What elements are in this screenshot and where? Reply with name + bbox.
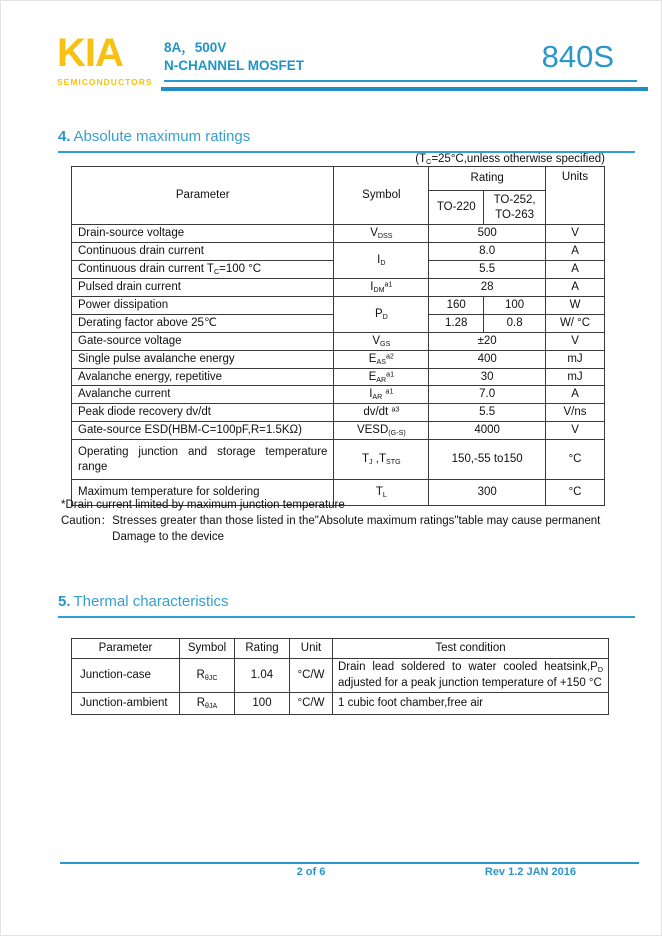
header-to252-to263: TO-252, TO-263 <box>484 191 546 225</box>
table-row <box>72 386 605 404</box>
rating-cell: 400 <box>429 350 546 368</box>
symbol-cell: $P_D$ <box>334 296 429 332</box>
header-test-condition: Test condition <box>333 639 609 659</box>
symbol-cell: $I_{DM}^{a1}$ <box>334 278 429 296</box>
symbol-cell: $V_{GS}$ <box>334 332 429 350</box>
rating-to220-cell: 160 <box>429 296 484 314</box>
caution-note <box>61 513 627 545</box>
units-cell: A <box>546 242 605 260</box>
param-cell: Avalanche current <box>72 386 334 404</box>
header-rating: Rating <box>235 639 290 659</box>
rating-cell: 30 <box>429 368 546 386</box>
table-row <box>72 332 605 350</box>
brand-logo <box>57 31 153 87</box>
table-row <box>72 225 605 243</box>
units-cell: °C <box>546 480 605 506</box>
table-row <box>72 368 605 386</box>
section-number: 4. <box>58 128 71 145</box>
param-cell: Maximum temperature for soldering <box>72 480 334 506</box>
absolute-maximum-ratings-table <box>71 166 605 506</box>
param-cell: Gate-source ESD(HBM-C=100pF,R=1.5KΩ) <box>72 422 334 440</box>
param-cell: Avalanche energy, repetitive <box>72 368 334 386</box>
header-rule-thin <box>164 80 637 82</box>
units-cell: V <box>546 332 605 350</box>
header-unit: Unit <box>290 639 333 659</box>
header-symbol: Symbol <box>334 167 429 225</box>
rating-cell: 5.5 <box>429 404 546 422</box>
param-cell: Derating factor above 25℃ <box>72 314 334 332</box>
table-row <box>72 440 605 480</box>
symbol-cell: $I_{AR}$ $^{a1}$ <box>334 386 429 404</box>
param-cell: Junction-case <box>72 659 180 693</box>
rating-cell: 28 <box>429 278 546 296</box>
section-title-absolute-maximum-ratings <box>58 128 635 153</box>
unit-cell: °C/W <box>290 693 333 715</box>
caution-text: Stresses greater than those listed in the"Absolute maximum ratings"table may cause permanent Damage to the device <box>112 515 601 543</box>
param-cell: Pulsed drain current <box>72 278 334 296</box>
symbol-cell: $T_L$ <box>334 480 429 506</box>
symbol-cell: $R_{\theta JA}$ <box>180 693 235 715</box>
param-cell: Peak diode recovery dv/dt <box>72 404 334 422</box>
thermal-characteristics-table <box>71 638 609 715</box>
thermal-characteristics-block <box>71 638 609 715</box>
brand-name: KIA <box>57 31 123 75</box>
units-cell: mJ <box>546 368 605 386</box>
param-cell: Gate-source voltage <box>72 332 334 350</box>
param-cell: Continuous drain current <box>72 242 334 260</box>
table-row <box>72 350 605 368</box>
rating-cell: 150,-55 to150 <box>429 440 546 480</box>
revision-label: Rev 1.2 JAN 2016 <box>484 866 576 878</box>
footnote-drain-current: *Drain current limited by maximum junction temperature <box>61 499 345 511</box>
units-cell: W/ °C <box>546 314 605 332</box>
test-condition-note: ($T_C=25^\circ C,unless$ otherwise specified) <box>415 153 605 167</box>
units-cell: V/ns <box>546 404 605 422</box>
header-rule-thick <box>161 87 648 91</box>
param-cell: Continuous drain current $T_C=100$ °C <box>72 260 334 278</box>
units-cell: W <box>546 296 605 314</box>
header-parameter: Parameter <box>72 639 180 659</box>
table-row <box>72 278 605 296</box>
header-parameter: Parameter <box>72 167 334 225</box>
param-cell: Operating junction and storage temperature range <box>72 440 334 480</box>
table-row <box>72 693 609 715</box>
rating-to252-cell: 0.8 <box>484 314 546 332</box>
units-cell: A <box>546 278 605 296</box>
section-title-text: Absolute maximum ratings <box>73 128 251 145</box>
rating-cell: 4000 <box>429 422 546 440</box>
table-row <box>72 404 605 422</box>
rating-cell: 300 <box>429 480 546 506</box>
param-cell: Junction-ambient <box>72 693 180 715</box>
table-row <box>72 242 605 260</box>
rating-cell: 500 <box>429 225 546 243</box>
section-title-text: Thermal characteristics <box>73 593 229 610</box>
symbol-cell: $E_{AS}^{a2}$ <box>334 350 429 368</box>
units-cell: mJ <box>546 350 605 368</box>
symbol-cell: $E_{AR}^{a1}$ <box>334 368 429 386</box>
brand-tagline: SEMICONDUCTORS <box>57 77 153 87</box>
symbol-cell: $R_{\theta JC}$ <box>180 659 235 693</box>
device-type-line: N-CHANNEL MOSFET <box>164 58 304 73</box>
caution-label: Caution： <box>61 515 113 527</box>
header-rating: Rating <box>429 167 546 191</box>
symbol-cell: $VESD_{(G-S)}$ <box>334 422 429 440</box>
device-spec-line: 8A，500V <box>164 40 227 55</box>
table-row <box>72 659 609 693</box>
absolute-maximum-ratings-block <box>71 153 605 506</box>
units-cell: V <box>546 422 605 440</box>
rating-cell: 8.0 <box>429 242 546 260</box>
units-cell: A <box>546 260 605 278</box>
rating-cell: 5.5 <box>429 260 546 278</box>
footnotes <box>61 497 627 545</box>
unit-cell: °C/W <box>290 659 333 693</box>
symbol-cell: $I_D$ <box>334 242 429 278</box>
rating-cell: 7.0 <box>429 386 546 404</box>
param-cell: Drain-source voltage <box>72 225 334 243</box>
test-condition-cell: Drain lead soldered to water cooled $heatsink,P_D$ adjusted for a peak junction temperature of +150 °C <box>333 659 609 693</box>
header-to220: TO-220 <box>429 191 484 225</box>
footer-rule <box>60 862 639 864</box>
page-number: 2 of 6 <box>296 866 326 878</box>
section-title-thermal-characteristics <box>58 593 635 618</box>
symbol-cell: $V_{DSS}$ <box>334 225 429 243</box>
table-row <box>72 422 605 440</box>
rating-cell: ±20 <box>429 332 546 350</box>
table-row <box>72 296 605 314</box>
part-number: 840S <box>541 39 614 74</box>
header-units: Units <box>546 167 605 225</box>
section-number: 5. <box>58 593 71 610</box>
rating-to252-cell: 100 <box>484 296 546 314</box>
header-symbol: Symbol <box>180 639 235 659</box>
rating-cell: 100 <box>235 693 290 715</box>
symbol-cell: dv/dt $^{a3}$ <box>334 404 429 422</box>
device-summary <box>164 39 304 75</box>
units-cell: A <box>546 386 605 404</box>
param-cell: Single pulse avalanche energy <box>72 350 334 368</box>
rating-to220-cell: 1.28 <box>429 314 484 332</box>
symbol-cell: $T_J$ $,T_{STG}$ <box>334 440 429 480</box>
units-cell: °C <box>546 440 605 480</box>
rating-cell: 1.04 <box>235 659 290 693</box>
units-cell: V <box>546 225 605 243</box>
test-condition-cell: 1 cubic foot chamber,free air <box>333 693 609 715</box>
param-cell: Power dissipation <box>72 296 334 314</box>
